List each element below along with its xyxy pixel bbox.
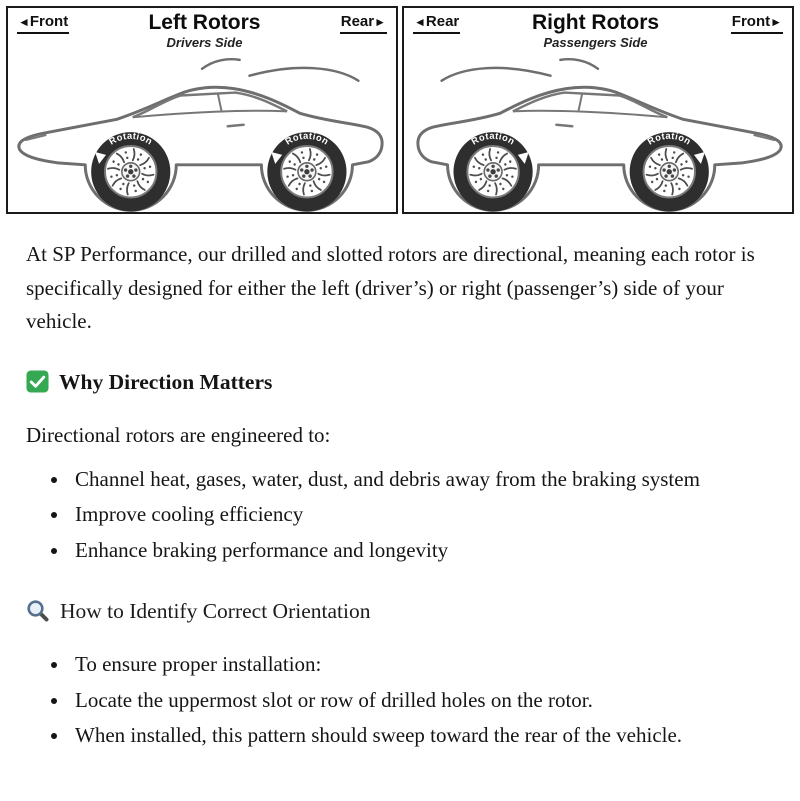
- rotation-label: Rotation: [645, 129, 694, 147]
- list-item: • Locate the uppermost slot or row of drilled holes on the rotor.: [70, 684, 774, 718]
- rotor-direction-diagram: [0, 0, 800, 214]
- article-body: [0, 214, 800, 801]
- car-right-side-view: [418, 59, 781, 211]
- rotation-label: Rotation: [106, 129, 155, 147]
- right-panel-title: Right Rotors: [531, 11, 660, 34]
- left-panel-title: Left Rotors: [148, 11, 261, 34]
- list-item: • Channel heat, gases, water, dust, and debris away from the braking system: [70, 463, 774, 497]
- right-panel-header: [404, 8, 792, 50]
- left-panel-header: [8, 8, 396, 50]
- list-item: • Enhance braking performance and longevity: [70, 534, 774, 568]
- list-item: • To ensure proper installation:: [70, 648, 774, 682]
- rear-label-text: Rear: [340, 13, 375, 30]
- car-illustration-right: [404, 51, 792, 213]
- identify-orientation-heading-text: How to Identify Correct Orientation: [60, 598, 371, 623]
- car-illustration-left: [8, 51, 396, 213]
- right-arrow-icon: ►: [374, 15, 386, 29]
- right-panel-titles: [460, 11, 731, 50]
- rotation-label: Rotation: [469, 129, 518, 147]
- front-direction-label: [731, 14, 783, 34]
- rotation-label: Rotation: [282, 129, 331, 147]
- identify-orientation-heading: [26, 594, 774, 628]
- check-icon: [26, 370, 49, 393]
- left-panel-subtitle: Drivers Side: [166, 35, 243, 50]
- rear-label-text: Rear: [425, 13, 460, 30]
- left-panel-titles: [69, 11, 340, 50]
- list-item: • When installed, this pattern should sweep toward the rear of the vehicle.: [70, 719, 774, 753]
- diagram-panel-right: [402, 6, 794, 214]
- left-arrow-icon: ◄: [414, 15, 426, 29]
- front-label-text: Front: [731, 13, 771, 30]
- right-panel-subtitle: Passengers Side: [543, 35, 648, 50]
- why-direction-heading: [26, 365, 774, 399]
- list-item: • Improve cooling efficiency: [70, 498, 774, 532]
- left-arrow-icon: ◄: [18, 15, 30, 29]
- engineered-lead: Directional rotors are engineered to:: [26, 423, 331, 448]
- magnifier-icon: [26, 599, 50, 623]
- rear-direction-label: [340, 14, 387, 34]
- diagram-panel-left: [6, 6, 398, 214]
- front-label-text: Front: [29, 13, 69, 30]
- right-arrow-icon: ►: [770, 15, 782, 29]
- intro-paragraph: At SP Performance, our drilled and slotted rotors are directional, meaning each rotor is specifically designed for either the left (driver’s) or right (passenger’s) side of your vehicle.: [26, 242, 755, 334]
- car-left-side-view: [19, 59, 382, 211]
- front-direction-label: [17, 14, 69, 34]
- why-direction-heading-text: Why Direction Matters: [59, 369, 273, 394]
- orientation-list: [26, 648, 774, 753]
- rear-direction-label: [413, 14, 460, 34]
- benefits-list: [26, 463, 774, 568]
